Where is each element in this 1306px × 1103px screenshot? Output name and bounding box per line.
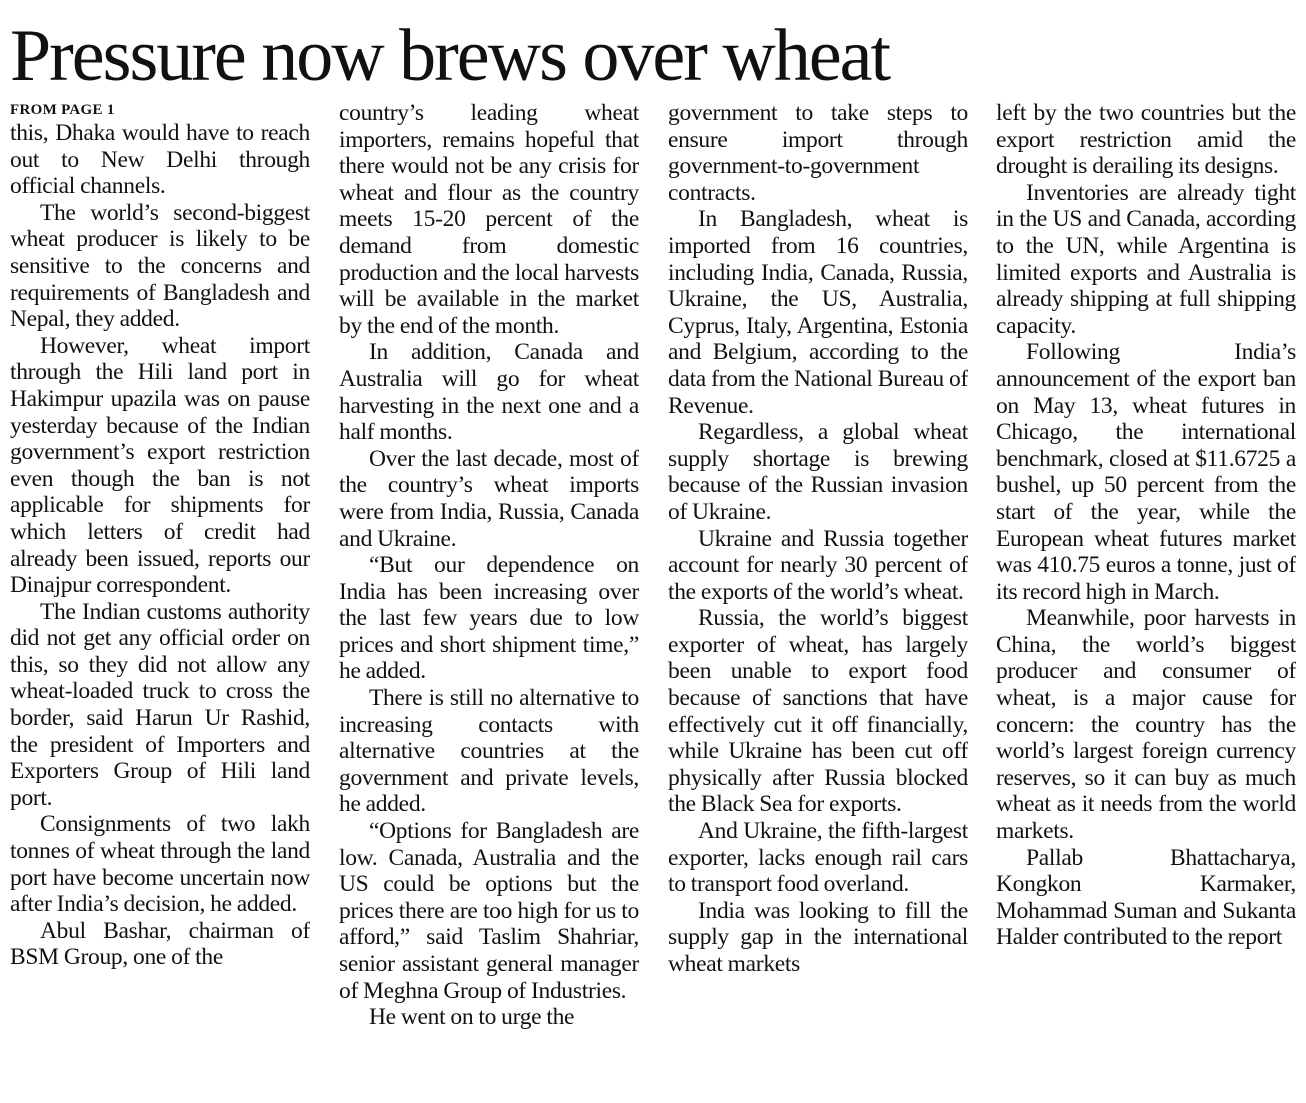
paragraph: this, Dhaka would have to reach out to New Delhi through official channels. [10,120,310,200]
paragraph: Ukraine and Russia together account for nearly 30 percent of the exports of the world’s wheat. [668,525,968,605]
paragraph: Abul Bashar, chairman of BSM Group, one of the [10,917,310,971]
kicker-from-page-1: FROM PAGE 1 [10,102,115,118]
paragraph: Regardless, a global wheat supply shortage is brewing because of the Russian invasion of Ukraine. [668,419,968,525]
paragraph: left by the two countries but the export restriction amid the drought is derailing its designs. [996,100,1296,180]
column-2 [339,100,639,1096]
paragraph: Meanwhile, poor harvests in China, the world’s biggest producer and consumer of wheat, is a major cause for concern: the country has the world’s largest foreign currency reserves, so it can buy as much wheat as it needs from the world markets. [996,605,1296,845]
column-1 [10,100,310,1096]
paragraph: country’s leading wheat importers, remains hopeful that there would not be any crisis for wheat and flour as the country meets 15-20 percent of the demand from domestic production and the local harvests will be available in the market by the end of the month. [339,100,639,339]
article-body [10,100,1296,1096]
paragraph: Russia, the world’s biggest exporter of wheat, has largely been unable to export food because of sanctions that have effectively cut it off financially, while Ukraine has been cut off physically after Russia blocked the Black Sea for exports. [668,605,968,818]
paragraph: Inventories are already tight in the US and Canada, according to the UN, while Argentina is limited exports and Australia is already shipping at full shipping capacity. [996,179,1296,339]
paragraph: There is still no alternative to increasing contacts with alternative countries at the government and private levels, he added. [339,685,639,818]
column-3 [668,100,968,1096]
paragraph: In addition, Canada and Australia will go for wheat harvesting in the next one and a half months. [339,339,639,446]
paragraph: Pallab Bhattacharya, Kongkon Karmaker, Mohammad Suman and Sukanta Halder contributed to the report [996,844,1296,951]
paragraph: Following India’s announcement of the export ban on May 13, wheat futures in Chicago, the international benchmark, closed at $11.6725 a bushel, up 50 percent from the start of the year, while the European wheat futures market was 410.75 euros a tonne, just of its record high in March. [996,339,1296,605]
paragraph: government to take steps to ensure import through government-to-government contracts. [668,100,968,206]
paragraph: India was looking to fill the supply gap in the international wheat markets [668,897,968,977]
paragraph: However, wheat import through the Hili land port in Hakimpur upazila was on pause yesterday because of the Indian government’s export restriction even though the ban is not applicable for shipments for which letters of credit had already been issued, reports our Dinajpur correspondent. [10,332,310,599]
paragraph: “Options for Bangladesh are low. Canada, Australia and the US could be options but the prices there are too high for us to afford,” said Taslim Shahriar, senior assistant general manager of Meghna Group of Industries. [339,818,639,1004]
paragraph: And Ukraine, the fifth-largest exporter, lacks enough rail cars to transport food overland. [668,818,968,898]
column-4 [996,100,1296,1096]
paragraph: In Bangladesh, wheat is imported from 16 countries, including India, Canada, Russia, Ukraine, the US, Australia, Cyprus, Italy, Argentina, Estonia and Belgium, according to the data from the National Bureau of Revenue. [668,206,968,419]
paragraph: The world’s second-biggest wheat producer is likely to be sensitive to the concerns and requirements of Bangladesh and Nepal, they added. [10,199,310,333]
paragraph: The Indian customs authority did not get any official order on this, so they did not allow any wheat-loaded truck to cross the border, said Harun Ur Rashid, the president of Importers and Exporters Group of Hili land port. [10,598,310,811]
paragraph: He went on to urge the [369,1004,575,1031]
paragraph: Over the last decade, most of the country’s wheat imports were from India, Russia, Canada and Ukraine. [339,445,639,552]
headline: Pressure now brews over wheat [10,15,890,97]
paragraph: “But our dependence on India has been increasing over the last few years due to low prices and short shipment time,” he added. [339,552,639,685]
paragraph: Consignments of two lakh tonnes of wheat through the land port have become uncertain now after India’s decision, he added. [10,811,310,918]
